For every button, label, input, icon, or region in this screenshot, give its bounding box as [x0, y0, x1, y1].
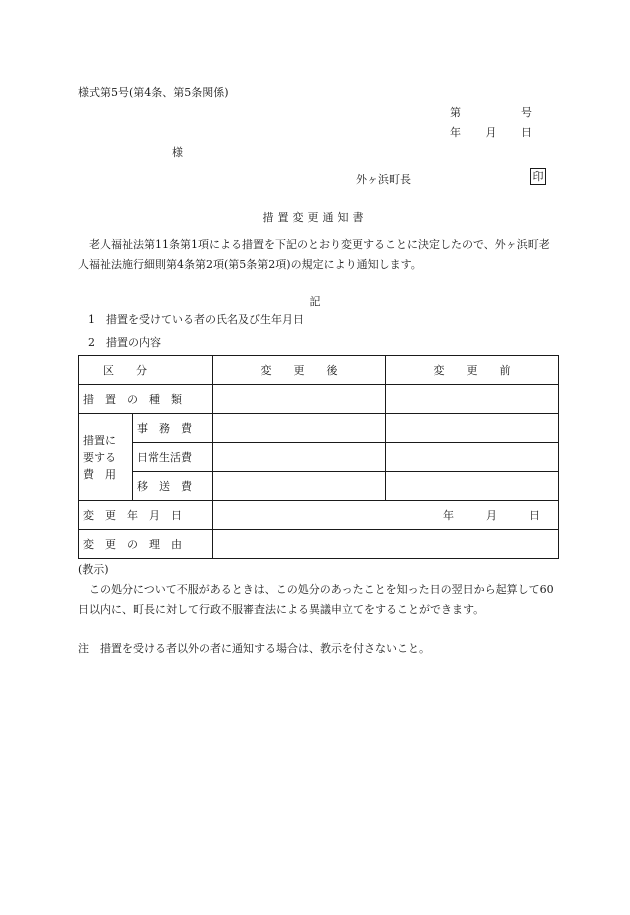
cost-group-line-2: 要する — [83, 450, 116, 464]
table-row — [79, 443, 559, 472]
header-category: 区 分 — [103, 364, 147, 377]
cell-before-living-cost[interactable] — [386, 443, 559, 472]
header-before: 変 更 前 — [386, 356, 559, 385]
change-date-year: 年 — [443, 509, 454, 522]
change-date-day: 日 — [529, 509, 540, 522]
row-label-transport-cost: 移 送 費 — [133, 472, 213, 501]
row-label-change-reason: 変 更 の 理 由 — [79, 530, 213, 559]
list-item-1: 1 措置を受けている者の氏名及び生年月日 — [88, 313, 304, 326]
table-row — [79, 472, 559, 501]
table-row — [79, 414, 559, 443]
change-date-month: 月 — [486, 509, 497, 522]
cell-before-office-cost[interactable] — [386, 414, 559, 443]
list-item-2: 2 措置の内容 — [88, 336, 161, 349]
table-row — [79, 501, 559, 530]
cell-change-date[interactable] — [213, 501, 559, 530]
header-after: 変 更 後 — [213, 356, 386, 385]
instruction-heading: (教示) — [78, 563, 109, 576]
footnote: 注 措置を受ける者以外の者に通知する場合は、教示を付さないこと。 — [78, 642, 430, 655]
row-label-office-cost: 事 務 費 — [133, 414, 213, 443]
measure-table — [78, 355, 559, 559]
form-number-label: 様式第5号(第4条、第5条関係) — [78, 86, 229, 99]
row-label-type: 措 置 の 種 類 — [79, 385, 213, 414]
header-category-cell — [79, 356, 213, 385]
body-paragraph: 老人福祉法第11条第1項による措置を下記のとおり変更することに決定したので、外ヶ浜町老人福祉法施行細則第4条第2項(第5条第2項)の規定により通知します。 — [78, 238, 550, 271]
number-prefix: 第 — [450, 106, 461, 119]
ki-heading: 記 — [309, 295, 321, 308]
document-title: 措置変更通知書 — [262, 211, 368, 224]
seal-stamp: 印 — [530, 168, 546, 185]
cell-after-transport-cost[interactable] — [213, 472, 386, 501]
issuer-name: 外ヶ浜町長 — [356, 173, 411, 186]
date-year: 年 — [450, 126, 461, 139]
cell-before-transport-cost[interactable] — [386, 472, 559, 501]
table-row — [79, 385, 559, 414]
cost-group-label — [79, 414, 133, 501]
table-row — [79, 530, 559, 559]
cell-before-type[interactable] — [386, 385, 559, 414]
cell-after-living-cost[interactable] — [213, 443, 386, 472]
document-number — [450, 104, 532, 120]
cell-after-type[interactable] — [213, 385, 386, 414]
cell-change-reason[interactable] — [213, 530, 559, 559]
row-label-living-cost: 日常生活費 — [133, 443, 213, 472]
date-month: 月 — [485, 126, 497, 139]
row-label-change-date: 変 更 年 月 日 — [79, 501, 213, 530]
number-suffix: 号 — [521, 106, 532, 119]
cost-group-line-3: 費 用 — [83, 467, 116, 481]
addressee-suffix: 様 — [172, 146, 183, 159]
change-date-value — [217, 507, 554, 523]
table-header-row — [79, 356, 559, 385]
document-date — [450, 124, 532, 140]
instruction-paragraph: この処分について不服があるときは、この処分のあったことを知った日の翌日から起算して60日以内に、町長に対して行政不服審査法による異議申立てをすることができます。 — [78, 583, 554, 616]
date-day: 日 — [521, 126, 532, 139]
cell-after-office-cost[interactable] — [213, 414, 386, 443]
cost-group-line-1: 措置に — [83, 433, 116, 447]
